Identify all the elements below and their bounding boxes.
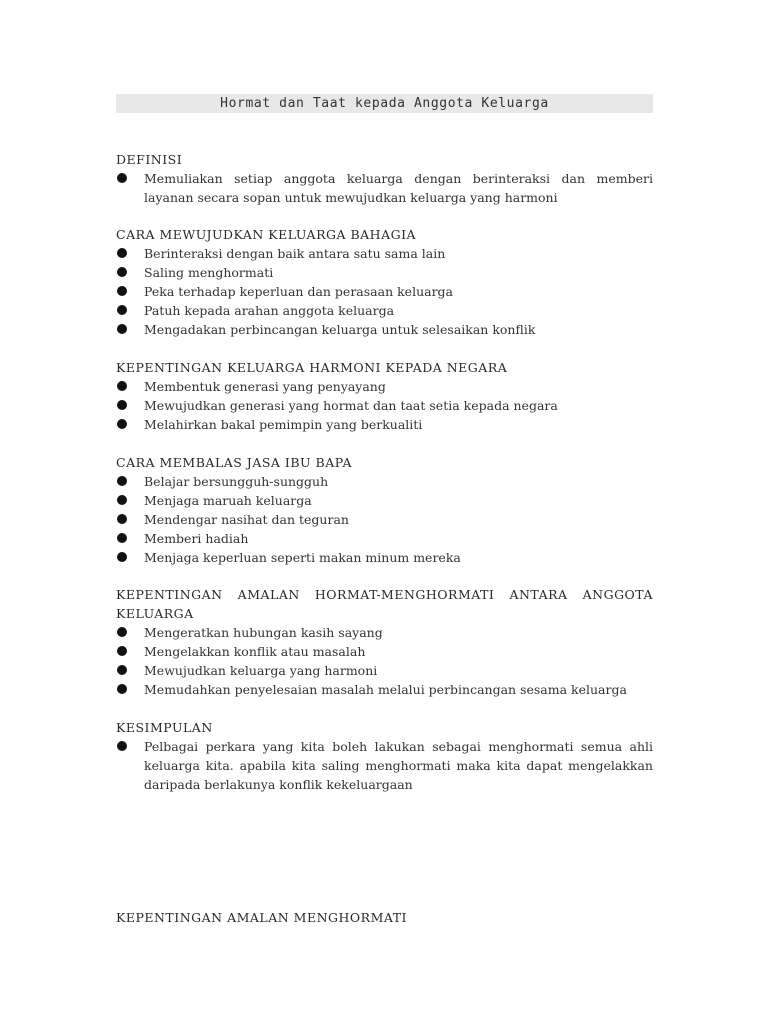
section-heading: KEPENTINGAN KELUARGA HARMONI KEPADA NEGARA bbox=[116, 360, 508, 375]
bullet-list bbox=[116, 472, 653, 567]
section-definisi bbox=[116, 150, 653, 207]
bullet-icon bbox=[117, 400, 127, 410]
list-item: Mengadakan perbincangan keluarga untuk selesaikan konflik bbox=[116, 320, 653, 339]
bullet-list bbox=[116, 737, 653, 794]
list-item: Memuliakan setiap anggota keluarga dengan berinteraksi dan memberi layanan secara sopan untuk mewujudkan keluarga yang harmoni bbox=[116, 169, 653, 207]
section-cara-mewujudkan bbox=[116, 225, 653, 339]
bullet-icon bbox=[117, 495, 127, 505]
bullet-icon bbox=[117, 305, 127, 315]
section-kepentingan-negara bbox=[116, 358, 653, 434]
list-item: Belajar bersungguh-sungguh bbox=[116, 472, 653, 491]
bullet-icon bbox=[117, 665, 127, 675]
list-item: Membentuk generasi yang penyayang bbox=[116, 377, 653, 396]
bullet-icon bbox=[117, 324, 127, 334]
list-item: Peka terhadap keperluan dan perasaan keluarga bbox=[116, 282, 653, 301]
section-heading: CARA MEWUJUDKAN KELUARGA BAHAGIA bbox=[116, 227, 417, 242]
bullet-icon bbox=[117, 248, 127, 258]
bullet-icon bbox=[117, 476, 127, 486]
bullet-icon bbox=[117, 552, 127, 562]
list-item: Pelbagai perkara yang kita boleh lakukan sebagai menghormati semua ahli keluarga kita. apabila kita saling menghormati maka kita dapat mengelakkan daripada berlakunya konflik kekeluargaan bbox=[116, 737, 653, 794]
section-kesimpulan bbox=[116, 718, 653, 794]
bullet-icon bbox=[117, 514, 127, 524]
bullet-icon bbox=[117, 533, 127, 543]
section-heading: KESIMPULAN bbox=[116, 720, 213, 735]
section-kepentingan-menghormati bbox=[116, 908, 653, 927]
bullet-icon bbox=[117, 627, 127, 637]
list-item: Berinteraksi dengan baik antara satu sama lain bbox=[116, 244, 653, 263]
bullet-list bbox=[116, 377, 653, 434]
bullet-icon bbox=[117, 741, 127, 751]
section-amalan-hormat bbox=[116, 585, 653, 699]
section-heading: KEPENTINGAN AMALAN MENGHORMATI bbox=[116, 910, 407, 925]
section-membalas-jasa bbox=[116, 453, 653, 567]
bullet-list bbox=[116, 169, 653, 207]
list-item: Mengelakkan konflik atau masalah bbox=[116, 642, 653, 661]
document-title: Hormat dan Taat kepada Anggota Keluarga bbox=[116, 94, 653, 113]
list-item: Mewujudkan keluarga yang harmoni bbox=[116, 661, 653, 680]
list-item: Menjaga keperluan seperti makan minum mereka bbox=[116, 548, 653, 567]
list-item: Mengeratkan hubungan kasih sayang bbox=[116, 623, 653, 642]
bullet-list bbox=[116, 623, 653, 699]
bullet-icon bbox=[117, 286, 127, 296]
bullet-icon bbox=[117, 267, 127, 277]
list-item: Patuh kepada arahan anggota keluarga bbox=[116, 301, 653, 320]
list-item: Memudahkan penyelesaian masalah melalui perbincangan sesama keluarga bbox=[116, 680, 653, 699]
list-item: Memberi hadiah bbox=[116, 529, 653, 548]
section-heading: CARA MEMBALAS JASA IBU BAPA bbox=[116, 455, 353, 470]
list-item: Saling menghormati bbox=[116, 263, 653, 282]
bullet-icon bbox=[117, 381, 127, 391]
bullet-icon bbox=[117, 419, 127, 429]
bullet-icon bbox=[117, 173, 127, 183]
list-item: Mewujudkan generasi yang hormat dan taat setia kepada negara bbox=[116, 396, 653, 415]
bullet-list bbox=[116, 244, 653, 339]
list-item: Menjaga maruah keluarga bbox=[116, 491, 653, 510]
list-item: Melahirkan bakal pemimpin yang berkualiti bbox=[116, 415, 653, 434]
bullet-icon bbox=[117, 646, 127, 656]
section-heading: KEPENTINGAN AMALAN HORMAT-MENGHORMATI ANTARA ANGGOTA KELUARGA bbox=[116, 587, 653, 621]
bullet-icon bbox=[117, 684, 127, 694]
section-heading: DEFINISI bbox=[116, 152, 183, 167]
list-item: Mendengar nasihat dan teguran bbox=[116, 510, 653, 529]
